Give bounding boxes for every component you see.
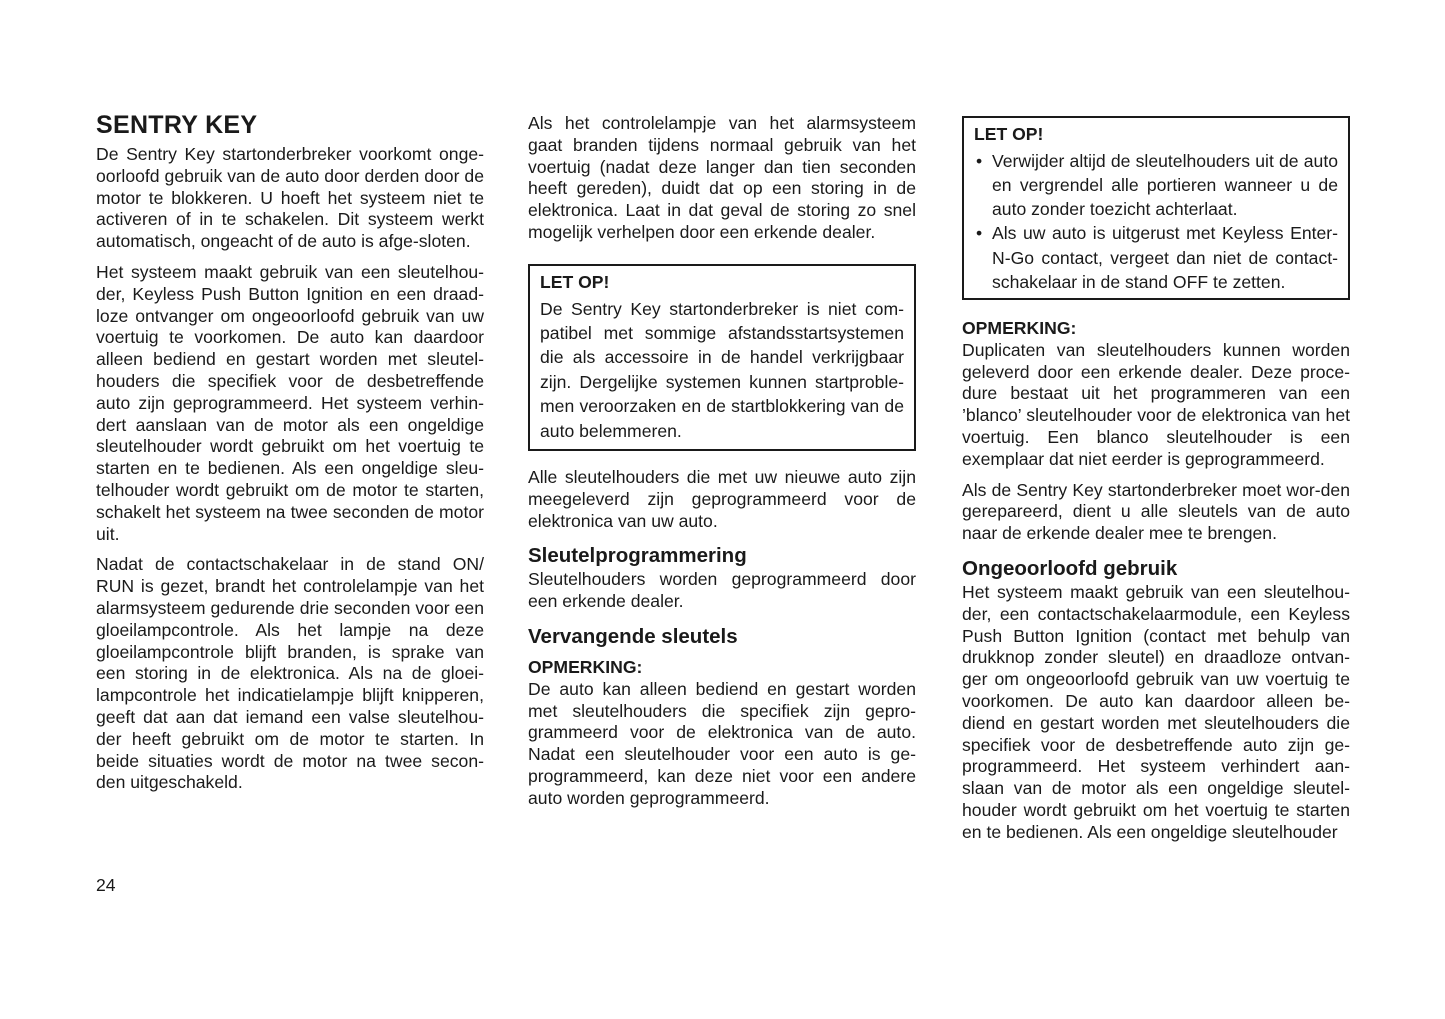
bullet-icon: • — [976, 223, 983, 244]
list-item — [974, 221, 1338, 294]
bullet-icon: • — [976, 150, 983, 171]
warning-box — [962, 116, 1350, 300]
subsection-title-replacement-keys: Vervangende sleutels — [528, 625, 738, 648]
warning-text: De Sentry Key startonderbreker is niet com-patibel met sommige afstandsstartsystemen die als accessoire in de handel verkrijgbaar zijn. Dergelijke systemen kunnen startproble-men veroorzaken en de startblokkering van de auto belemmeren. — [540, 298, 904, 441]
list-item-text: Als uw auto is uitgerust met Keyless Enter-N-Go contact, vergeet dan niet de contact-schakelaar in de stand OFF te zetten. — [992, 223, 1338, 292]
paragraph: Als de Sentry Key startonderbreker moet wor-den gerepareerd, dient u alle sleutels van de auto naar de erkende dealer mee te brengen. — [962, 479, 1350, 544]
paragraph: Duplicaten van sleutelhouders kunnen worden geleverd door een erkende dealer. Deze proce-dure bestaat uit het programmeren van een ’blanco’ sleutelhouder voor de elektronica van het voertuig. Een blanco sleutelhouder is een exemplaar dat niet eerder is geprogrammeerd. — [962, 339, 1350, 469]
column-1 — [96, 110, 484, 803]
subsection-title-unauthorized-use: Ongeoorloofd gebruik — [962, 556, 1178, 580]
note-title: OPMERKING: — [528, 657, 643, 677]
list-item-text: Verwijder altijd de sleutelhouders uit de auto en vergrendel alle portieren wanneer u de auto zonder toezicht achterlaat. — [992, 150, 1338, 220]
warning-bullet-list — [974, 149, 1338, 294]
page-number: 24 — [96, 875, 116, 895]
column-3 — [962, 116, 1350, 853]
warning-title: LET OP! — [974, 124, 1044, 144]
subsection-title-key-programming: Sleutelprogrammering — [528, 544, 747, 568]
paragraph: Sleutelhouders worden geprogrammeerd door een erkende dealer. — [528, 569, 916, 612]
paragraph: Als het controlelampje van het alarmsysteem gaat branden tijdens normaal gebruik van het voertuig (nadat deze langer dan tien seconden heeft gereden), duidt dat op een storing in de elektronica. Laat in dat geval de storing zo snel mogelijk verhelpen door een erkende dealer. — [528, 113, 916, 242]
warning-box — [528, 264, 916, 451]
list-item — [974, 149, 1338, 222]
note-title: OPMERKING: — [962, 318, 1077, 339]
section-title-sentry-key: SENTRY KEY — [96, 111, 258, 139]
paragraph: Alle sleutelhouders die met uw nieuwe auto zijn meegeleverd zijn geprogrammeerd voor de elektronica van uw auto. — [528, 467, 916, 531]
column-2 — [528, 113, 916, 819]
paragraph: Nadat de contactschakelaar in de stand ON/ RUN is gezet, brandt het controlelampje van het alarmsysteem gedurende drie seconden voor een gloeilampcontrole. Als het lampje na deze gloeilampcontrole blijft branden, is sprake van een storing in de elektronica. Als na de gloei-lampcontrole het indicatielampje blijft knipperen, geeft dat aan dat iemand een valse sleutelhou-der heeft gebruikt om de motor te starten. In beide situaties wordt de motor na twee secon-den uitgeschakeld. — [96, 554, 484, 793]
paragraph: Het systeem maakt gebruik van een sleutelhou-der, een contactschakelaarmodule, een Keyless Push Button Ignition (contact met behulp van drukknop zonder sleutel) en draadloze ontvan-ger om ongeoorloofd gebruik van uw voertuig te voorkomen. De auto kan daardoor alleen be-diend en gestart worden met sleutelhouders die specifiek voor de desbetreffende auto zijn ge-programmeerd. Het systeem verhindert aan-slaan van de motor als een ongeldige sleutel-houder wordt gebruikt om het voertuig te starten en te bedienen. Als een ongeldige sleutelhouder — [962, 581, 1350, 842]
paragraph: Het systeem maakt gebruik van een sleutelhou-der, Keyless Push Button Ignition en een draad-loze ontvanger om ongeoorloofd gebruik van uw voertuig te voorkomen. De auto kan daardoor alleen bediend en gestart worden met sleutel-houders die specifiek voor de desbetreffende auto zijn geprogrammeerd. Het systeem verhin-dert aanslaan van de motor als een ongeldige sleutelhouder wordt gebruikt om het voertuig te starten en te bedienen. Als een ongeldige sleu-telhouder wordt gebruikt om de motor te starten, schakelt het systeem na twee seconden de motor uit. — [96, 261, 484, 544]
paragraph: De auto kan alleen bediend en gestart worden met sleutelhouders die specifiek zijn gepro-grammeerd voor de elektronica van de auto. Nadat een sleutelhouder voor een auto is ge-programmeerd, kan deze niet voor een andere auto worden geprogrammeerd. — [528, 678, 916, 808]
warning-title: LET OP! — [540, 271, 610, 292]
paragraph: De Sentry Key startonderbreker voorkomt onge-oorloofd gebruik van de auto door derden door de motor te blokkeren. U hoeft het systeem niet te activeren of in te schakelen. Dit systeem werkt automatisch, ongeacht of de auto is afge-sloten. — [96, 144, 484, 252]
